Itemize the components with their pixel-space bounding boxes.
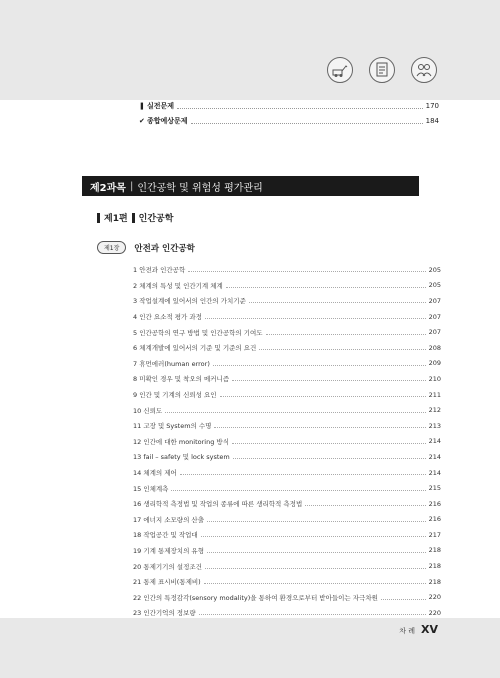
entry-title: 8 미확인 경우 및 착오의 메커니즘 [133,375,230,384]
entry-page: 212 [428,406,441,415]
subject-number: 제2과목 [90,182,126,194]
part-heading [97,211,173,224]
entry-page: 208 [428,343,441,352]
entry-title: 3 작업설계에 있어서의 인간의 가치기준 [133,297,246,306]
entry-title: 14 체계의 제어 [133,469,177,478]
entry-title: 15 인체계측 [133,484,169,493]
entry-page: 217 [428,530,441,539]
check-icon: ✔ [139,117,145,125]
entry-title: 7 휴먼에러(human error) [133,359,210,368]
entry-page: 207 [428,296,441,305]
toc-row-exercises[interactable] [139,100,439,112]
entry-page: 220 [428,608,441,617]
dot-leader [213,361,426,366]
toc-entry[interactable] [133,543,441,559]
dot-leader [171,486,425,491]
toc-page: 184 [425,117,439,125]
footer-label: 차 례 [399,627,415,635]
dot-leader [233,454,426,459]
entry-page: 218 [428,577,441,586]
entry-title: 17 에너지 소모량의 산출 [133,515,204,524]
toc-entry[interactable] [133,574,441,590]
construction-icon [327,57,353,83]
dot-leader [204,579,426,584]
toc-entry[interactable] [133,309,441,325]
entry-page: 209 [428,359,441,368]
dot-leader [180,470,426,475]
entry-title: 1 안전과 인간공학 [133,266,186,275]
dot-leader [165,408,425,413]
toc-entry[interactable] [133,434,441,450]
entry-page: 218 [428,562,441,571]
subject-heading [82,176,419,196]
part-marker [132,213,135,223]
entry-title: 6 체계개발에 있어서의 기준 및 기준의 요건 [133,344,257,353]
subject-title: 인간공학 및 위험성 평가관리 [137,182,263,194]
page-number: XV [421,623,438,636]
toc-entry[interactable] [133,465,441,481]
toc-entry[interactable] [133,387,441,403]
toc-entry[interactable] [133,512,441,528]
dot-leader [207,517,426,522]
entry-title: 12 인간에 대한 monitoring 방식 [133,437,229,446]
entry-page: 207 [428,312,441,321]
entry-page: 213 [428,421,441,430]
dot-leader [220,392,426,397]
bullet-icon: ❚ [139,102,145,110]
toc-entry[interactable] [133,402,441,418]
entry-page: 214 [428,468,441,477]
toc-entry[interactable] [133,496,441,512]
toc-entry[interactable] [133,278,441,294]
entry-page: 220 [428,593,441,602]
entry-page: 216 [428,515,441,524]
entry-title: 2 체계의 특성 및 인간기계 체계 [133,281,223,290]
toc-label: 종합예상문제 [147,117,188,125]
entry-page: 205 [428,265,441,274]
dot-leader [305,501,425,506]
entry-page: 207 [428,328,441,337]
entry-title: 23 인간기억의 정보량 [133,609,196,618]
dot-leader [207,548,426,553]
entry-title: 21 통제 표시비(통제비) [133,578,201,587]
entry-title: 9 인간 및 기계의 신뢰성 요인 [133,391,217,400]
entry-title: 16 생리학적 측정법 및 작업의 종류에 따른 생리학적 측정법 [133,500,303,509]
entry-page: 215 [428,484,441,493]
entry-title: 5 인간공학의 연구 방법 및 인간공학의 기여도 [133,328,263,337]
entry-title: 18 작업공간 및 작업대 [133,531,198,540]
toc-entry[interactable] [133,589,441,605]
toc-row-review[interactable] [139,115,439,127]
toc-entry[interactable] [133,262,441,278]
document-icon [369,57,395,83]
chapter-title: 안전과 인간공학 [134,243,195,254]
part-number: 제1편 [104,214,128,224]
entry-title: 22 인간의 특정감각(sensory modality)을 통하여 환경으로부터 받아들이는 자극차원 [133,593,378,602]
dot-leader [199,610,426,615]
dot-leader [177,103,423,109]
toc-entry[interactable] [133,449,441,465]
dot-leader [381,595,426,600]
entry-title: 19 기계 통제장치의 유형 [133,546,204,555]
toc-page: 170 [425,102,439,110]
toc-entry[interactable] [133,527,441,543]
dot-leader [232,439,426,444]
dot-leader [201,532,426,537]
entry-page: 210 [428,374,441,383]
entry-title: 20 통제기기의 설정조건 [133,562,202,571]
entry-page: 211 [428,390,441,399]
toc-entry[interactable] [133,418,441,434]
dot-leader [205,564,426,569]
toc-entry[interactable] [133,558,441,574]
entry-page: 205 [428,281,441,290]
entry-page: 214 [428,437,441,446]
chapter-heading [97,241,195,254]
entry-page: 214 [428,452,441,461]
toc-entry[interactable] [133,293,441,309]
part-title: 인간공학 [138,214,174,224]
toc-entries [133,262,441,621]
toc-entry[interactable] [133,371,441,387]
toc-entry[interactable] [133,340,441,356]
subject-separator: | [129,180,134,192]
dot-leader [214,423,425,428]
dot-leader [205,314,426,319]
entry-title: 13 fail – safety 및 lock system [133,453,230,462]
dot-leader [249,298,426,303]
dot-leader [266,330,426,335]
toc-entry[interactable] [133,324,441,340]
dot-leader [191,118,423,124]
part-marker [97,213,100,223]
workers-icon [411,57,437,83]
chapter-tag: 제1장 [97,241,126,254]
page-footer [399,623,438,636]
header-band [0,0,500,100]
entry-page: 218 [428,546,441,555]
entry-title: 4 인간 요소적 평가 과정 [133,313,202,322]
toc-label: 실전문제 [147,102,175,110]
toc-entry[interactable] [133,480,441,496]
toc-entry[interactable] [133,356,441,372]
dot-leader [226,283,426,288]
dot-leader [259,345,425,350]
entry-title: 11 고장 및 System의 수명 [133,422,212,431]
entry-title: 10 신뢰도 [133,406,163,415]
dot-leader [188,267,425,272]
dot-leader [232,376,425,381]
entry-page: 216 [428,499,441,508]
